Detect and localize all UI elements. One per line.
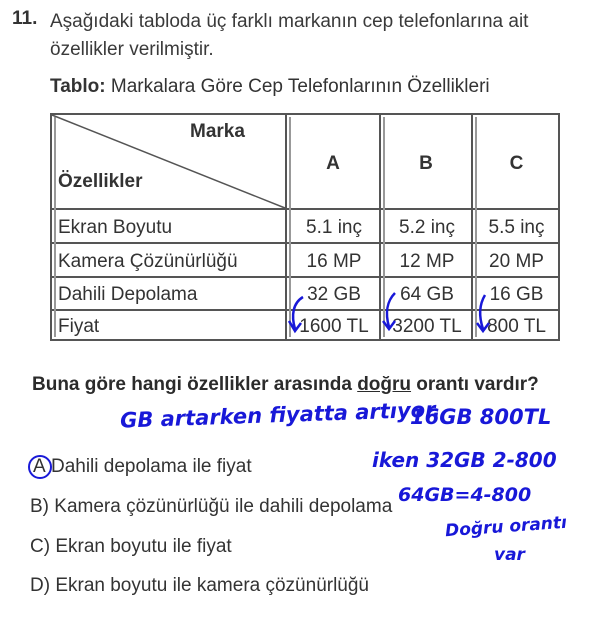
brand-c: C (509, 153, 524, 174)
caption-text: Markalara Göre Cep Telefonlarının Özellikleri (105, 76, 490, 97)
features-table (50, 113, 560, 341)
table-cell: 20 MP (489, 251, 544, 272)
option-b[interactable]: B) Kamera çözünürlüğü ile dahili depolama (30, 496, 393, 517)
row-divider (50, 276, 560, 278)
table-caption (50, 76, 490, 98)
row-label: Dahili Depolama (58, 284, 198, 305)
row-label: Ekran Boyutu (58, 217, 173, 238)
table-cell: 16 MP (306, 251, 362, 272)
caption-label: Tablo: (50, 76, 106, 97)
followup-question (32, 371, 567, 398)
table-cell: 800 TL (487, 316, 546, 337)
table-cell: 1600 TL (299, 316, 369, 337)
handwritten-note: var (494, 545, 525, 565)
option-d[interactable]: D) Ekran boyutu ile kamera çözünürlüğü (30, 575, 370, 596)
features-header-label: Özellikler (58, 171, 143, 192)
row-label: Kamera Çözünürlüğü (58, 251, 238, 272)
option-c[interactable]: C) Ekran boyutu ile fiyat (30, 536, 232, 557)
option-a-letter: A (33, 456, 46, 477)
handwritten-note: GB artarken fiyatta artıyor. (119, 397, 441, 433)
corner-diagonal (50, 113, 287, 210)
followup-underlined: doğru (357, 374, 412, 395)
table-cell: 5.2 inç (399, 217, 455, 238)
handwritten-note: 64GB=4-800 (398, 484, 532, 506)
brand-b: B (419, 153, 433, 174)
table-cell: 5.5 inç (488, 217, 545, 238)
table-cell: 64 GB (400, 284, 454, 305)
question-prompt: Aşağıdaki tabloda üç farklı markanın cep telefonlarına ait özellikler verilmiştir. (50, 11, 529, 60)
table-cell: 12 MP (399, 251, 455, 272)
table-cell: 5.1 inç (306, 217, 362, 238)
table-cell: 32 GB (307, 284, 361, 305)
table-cell: 3200 TL (392, 316, 462, 337)
followup-text-after: orantı vardır? (411, 374, 539, 395)
handwritten-arrows (285, 281, 560, 341)
brand-header-label: Marka (190, 121, 245, 142)
question-number: 11. (12, 8, 38, 29)
option-a[interactable] (30, 456, 252, 478)
table-cell: 16 GB (489, 284, 544, 305)
handwritten-note: iken 32GB 2-800 (372, 448, 557, 472)
brand-a: A (326, 153, 340, 174)
followup-text-before: Buna göre hangi özellikler arasında (32, 374, 358, 395)
handwritten-note: Doğru orantı (444, 512, 568, 542)
option-a-text: Dahili depolama ile fiyat (45, 456, 252, 477)
row-label: Fiyat (58, 316, 100, 337)
handwritten-note: 16GB 800TL (410, 405, 552, 429)
row-divider (50, 242, 560, 244)
